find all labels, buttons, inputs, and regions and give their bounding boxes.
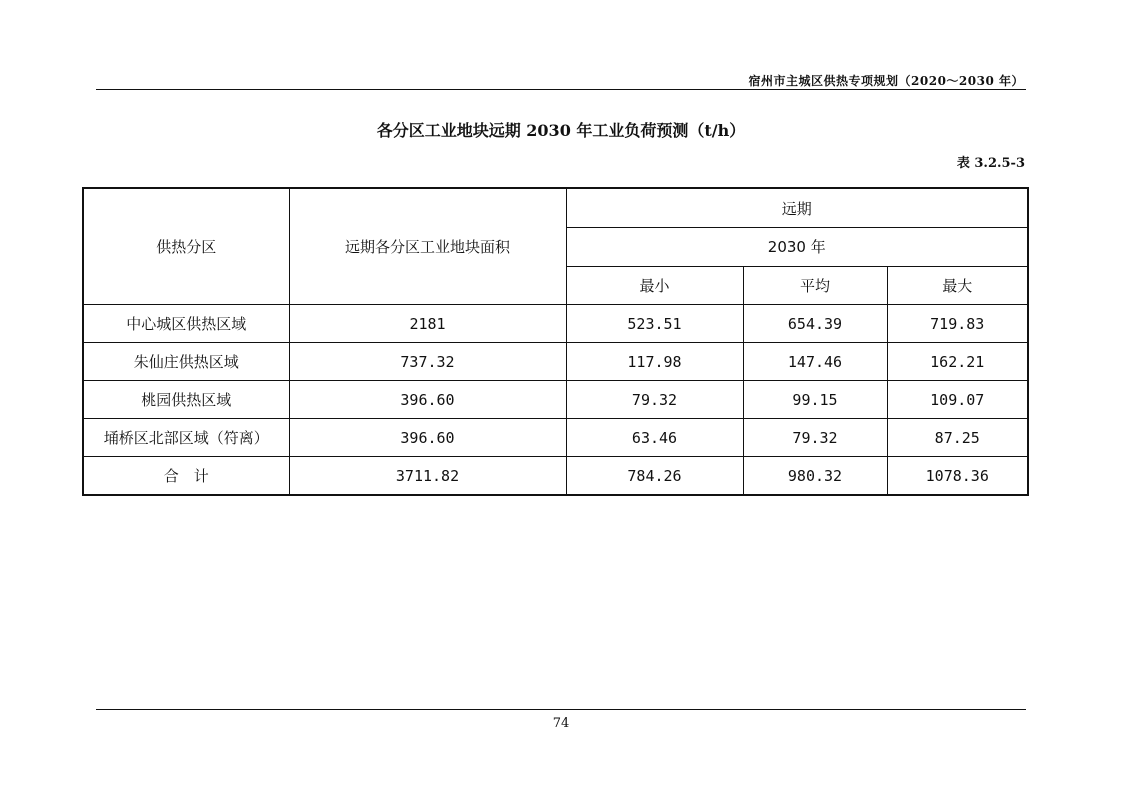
- row-zone: 中心城区供热区域: [83, 305, 289, 343]
- footer-divider: [96, 709, 1026, 710]
- header-min: 最小: [566, 266, 743, 304]
- table-row: [83, 381, 1028, 419]
- header-divider: [96, 89, 1026, 90]
- row-min: 63.46: [566, 419, 743, 457]
- header-period: 远期: [566, 188, 1028, 228]
- table-row: [83, 305, 1028, 343]
- row-min: 79.32: [566, 381, 743, 419]
- table-title: 各分区工业地块远期 2030 年工业负荷预测（t/h）: [376, 121, 746, 140]
- row-area: 396.60: [289, 381, 566, 419]
- total-max: 1078.36: [887, 457, 1028, 496]
- row-max: 87.25: [887, 419, 1028, 457]
- table-total-row: [83, 457, 1028, 496]
- row-min: 523.51: [566, 305, 743, 343]
- row-avg: 147.46: [743, 343, 887, 381]
- row-max: 719.83: [887, 305, 1028, 343]
- running-header: 宿州市主城区供热专项规划（2020～2030 年）: [748, 74, 1024, 88]
- page-number: 74: [552, 716, 570, 731]
- header-zone: 供热分区: [83, 188, 289, 305]
- table-row: [83, 343, 1028, 381]
- row-area: 2181: [289, 305, 566, 343]
- total-label: 合 计: [83, 457, 289, 496]
- row-avg: 99.15: [743, 381, 887, 419]
- row-zone: 朱仙庄供热区域: [83, 343, 289, 381]
- table-row: [83, 419, 1028, 457]
- row-max: 162.21: [887, 343, 1028, 381]
- row-max: 109.07: [887, 381, 1028, 419]
- table-number: 表 3.2.5-3: [956, 156, 1025, 171]
- header-area: 远期各分区工业地块面积: [289, 188, 566, 305]
- row-avg: 79.32: [743, 419, 887, 457]
- header-avg: 平均: [743, 266, 887, 304]
- row-zone: 埇桥区北部区域（符离）: [83, 419, 289, 457]
- header-max: 最大: [887, 266, 1028, 304]
- row-zone: 桃园供热区域: [83, 381, 289, 419]
- total-avg: 980.32: [743, 457, 887, 496]
- row-min: 117.98: [566, 343, 743, 381]
- total-area: 3711.82: [289, 457, 566, 496]
- row-area: 396.60: [289, 419, 566, 457]
- row-area: 737.32: [289, 343, 566, 381]
- load-forecast-table: [82, 187, 1029, 496]
- header-year: 2030 年: [566, 228, 1028, 266]
- row-avg: 654.39: [743, 305, 887, 343]
- total-min: 784.26: [566, 457, 743, 496]
